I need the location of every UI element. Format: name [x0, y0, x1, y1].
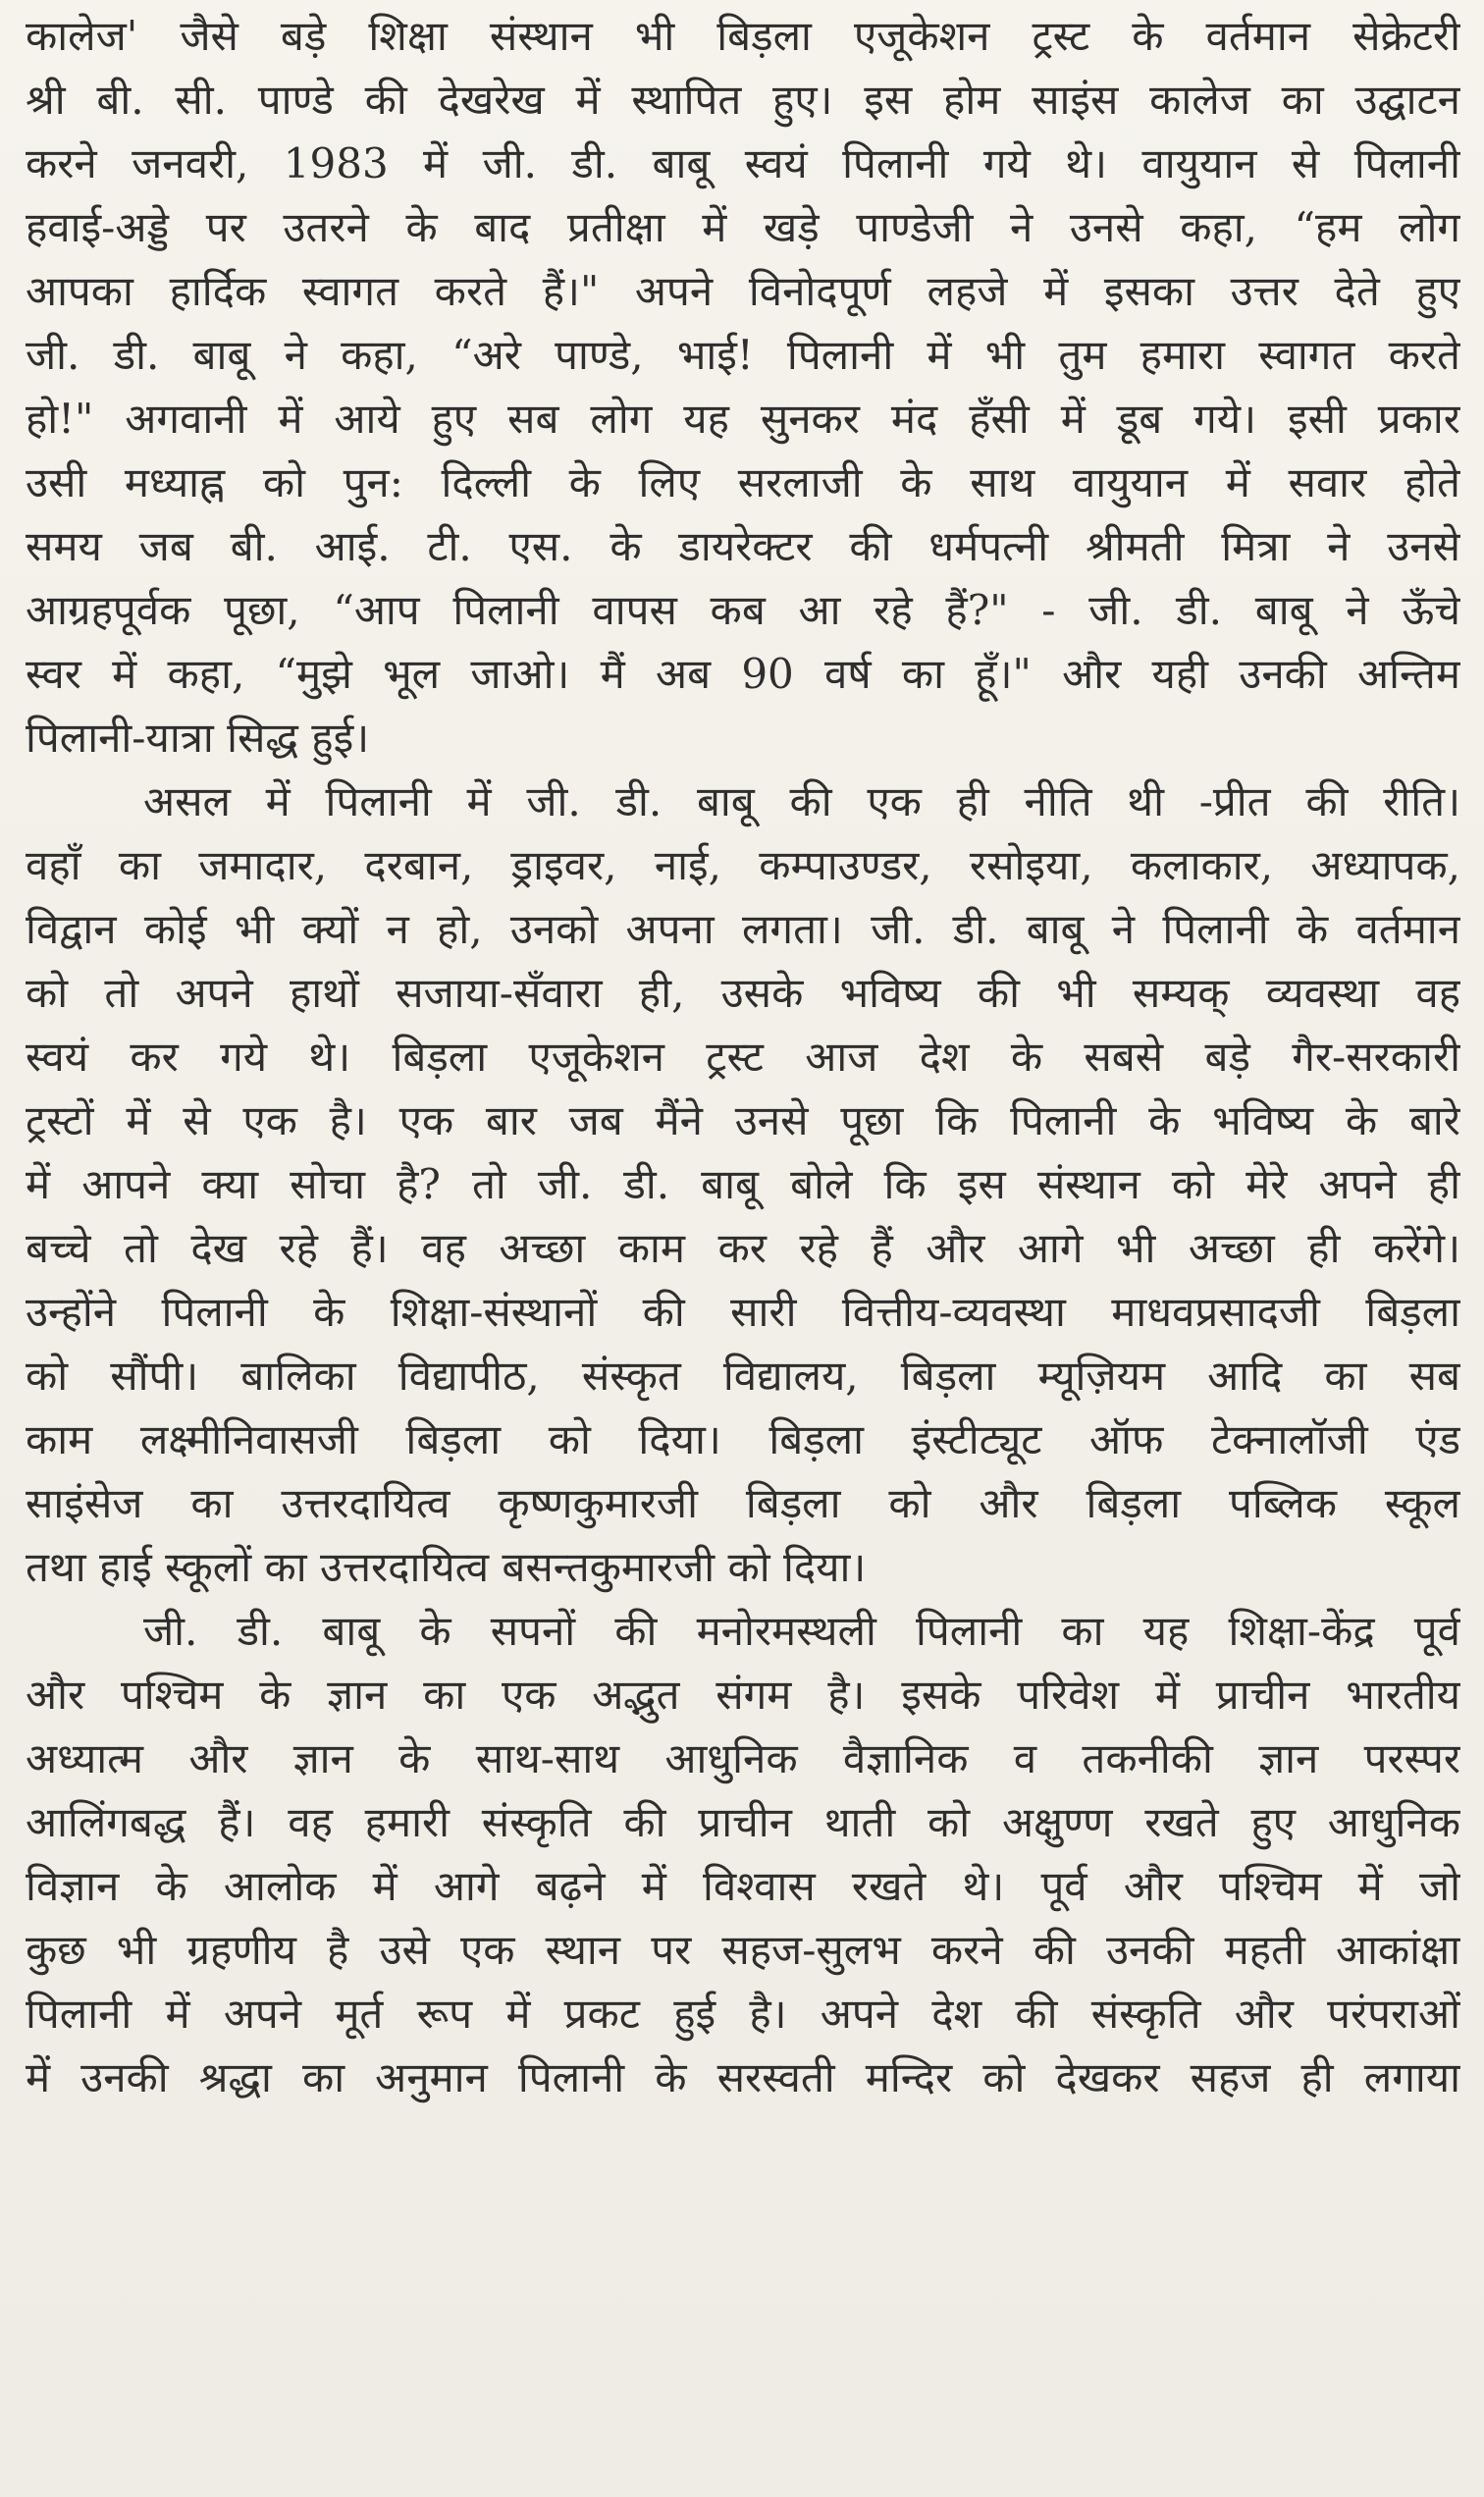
text-line: अध्यात्म और ज्ञान के साथ-साथ आधुनिक वैज्ञानिक व तकनीकी ज्ञान परस्पर: [26, 1734, 1460, 1782]
text-line: पिलानी में अपने मूर्त रूप में प्रकट हुई है। अपने देश की संस्कृति और परंपराओं: [26, 1990, 1460, 2038]
paragraph-1: [26, 4, 1460, 770]
text-line: समय जब बी. आई. टी. एस. के डायरेक्टर की धर्मपत्नी श्रीमती मित्रा ने उनसे: [26, 522, 1460, 570]
text-line: आपका हार्दिक स्वागत करते हैं।" अपने विनोदपूर्ण लहजे में इसका उत्तर देते हुए: [26, 267, 1460, 315]
text-line: करने जनवरी, 1983 में जी. डी. बाबू स्वयं पिलानी गये थे। वायुयान से पिलानी: [26, 139, 1460, 187]
text-line: श्री बी. सी. पाण्डे की देखरेख में स्थापित हुए। इस होम साइंस कालेज का उद्घाटन: [26, 76, 1460, 124]
text-line: स्वयं कर गये थे। बिड़ला एजूकेशन ट्रस्ट आज देश के सबसे बड़े गैर-सरकारी: [26, 1033, 1460, 1081]
text-line: में उनकी श्रद्धा का अनुमान पिलानी के सरस्वती मन्दिर को देखकर सहज ही लगाया: [26, 2053, 1460, 2101]
body-text: [26, 4, 1460, 2109]
text-line: उन्होंने पिलानी के शिक्षा-संस्थानों की सारी वित्तीय-व्यवस्था माधवप्रसादजी बिड़ला: [26, 1288, 1460, 1336]
text-line: कालेज' जैसे बड़े शिक्षा संस्थान भी बिड़ला एजूकेशन ट्रस्ट के वर्तमान सेक्रेटरी: [26, 12, 1460, 60]
paragraph-3: [26, 1599, 1460, 2109]
text-line: आलिंगबद्ध हैं। वह हमारी संस्कृति की प्राचीन थाती को अक्षुण्ण रखते हुए आधुनिक: [26, 1798, 1460, 1846]
text-line: असल में पिलानी में जी. डी. बाबू की एक ही नीति थी -प्रीत की रीति।: [143, 777, 1460, 825]
text-line: बच्चे तो देख रहे हैं। वह अच्छा काम कर रहे हैं और आगे भी अच्छा ही करेंगे।: [26, 1224, 1460, 1272]
text-line: में आपने क्या सोचा है? तो जी. डी. बाबू बोले कि इस संस्थान को मेरे अपने ही: [26, 1160, 1460, 1208]
text-line: और पश्चिम के ज्ञान का एक अद्भुत संगम है। इसके परिवेश में प्राचीन भारतीय: [26, 1671, 1460, 1719]
text-line: पिलानी-यात्रा सिद्ध हुई।: [26, 714, 370, 762]
text-line: तथा हाई स्कूलों का उत्तरदायित्व बसन्तकुमारजी को दिया।: [26, 1543, 867, 1591]
text-line: को सौंपी। बालिका विद्यापीठ, संस्कृत विद्यालय, बिड़ला म्यूज़ियम आदि का सब: [26, 1352, 1460, 1400]
text-line: विज्ञान के आलोक में आगे बढ़ने में विश्वास रखते थे। पूर्व और पश्चिम में जो: [26, 1862, 1460, 1910]
text-line: को तो अपने हाथों सजाया-सँवारा ही, उसके भविष्य की भी सम्यक् व्यवस्था वह: [26, 969, 1460, 1017]
text-line: आग्रहपूर्वक पूछा, “आप पिलानी वापस कब आ रहे हैं?" - जी. डी. बाबू ने ऊँचे: [26, 586, 1460, 634]
text-line: हो!" अगवानी में आये हुए सब लोग यह सुनकर मंद हँसी में डूब गये। इसी प्रकार: [26, 395, 1460, 443]
text-line: जी. डी. बाबू के सपनों की मनोरमस्थली पिलानी का यह शिक्षा-केंद्र पूर्व: [143, 1607, 1460, 1655]
paragraph-2: [26, 770, 1460, 1599]
text-line: साइंसेज का उत्तरदायित्व कृष्णकुमारजी बिड़ला को और बिड़ला पब्लिक स्कूल: [26, 1479, 1460, 1527]
text-line: कुछ भी ग्रहणीय है उसे एक स्थान पर सहज-सुलभ करने की उनकी महती आकांक्षा: [26, 1926, 1460, 1974]
text-line: जी. डी. बाबू ने कहा, “अरे पाण्डे, भाई! पिलानी में भी तुम हमारा स्वागत करते: [26, 331, 1460, 379]
text-line: विद्वान कोई भी क्यों न हो, उनको अपना लगता। जी. डी. बाबू ने पिलानी के वर्तमान: [26, 905, 1460, 953]
text-line: स्वर में कहा, “मुझे भूल जाओ। मैं अब 90 वर्ष का हूँ।" और यही उनकी अन्तिम: [26, 650, 1460, 698]
text-line: हवाई-अड्डे पर उतरने के बाद प्रतीक्षा में खड़े पाण्डेजी ने उनसे कहा, “हम लोग: [26, 203, 1460, 251]
text-line: ट्रस्टों में से एक है। एक बार जब मैंने उनसे पूछा कि पिलानी के भविष्य के बारे: [26, 1096, 1460, 1144]
text-line: उसी मध्याह्न को पुन: दिल्ली के लिए सरलाजी के साथ वायुयान में सवार होते: [26, 458, 1460, 506]
text-line: काम लक्ष्मीनिवासजी बिड़ला को दिया। बिड़ला इंस्टीट्यूट ऑफ टेक्नालॉजी एंड: [26, 1415, 1460, 1463]
text-line: वहाँ का जमादार, दरबान, ड्राइवर, नाई, कम्पाउण्डर, रसोइया, कलाकार, अध्यापक,: [26, 841, 1460, 889]
